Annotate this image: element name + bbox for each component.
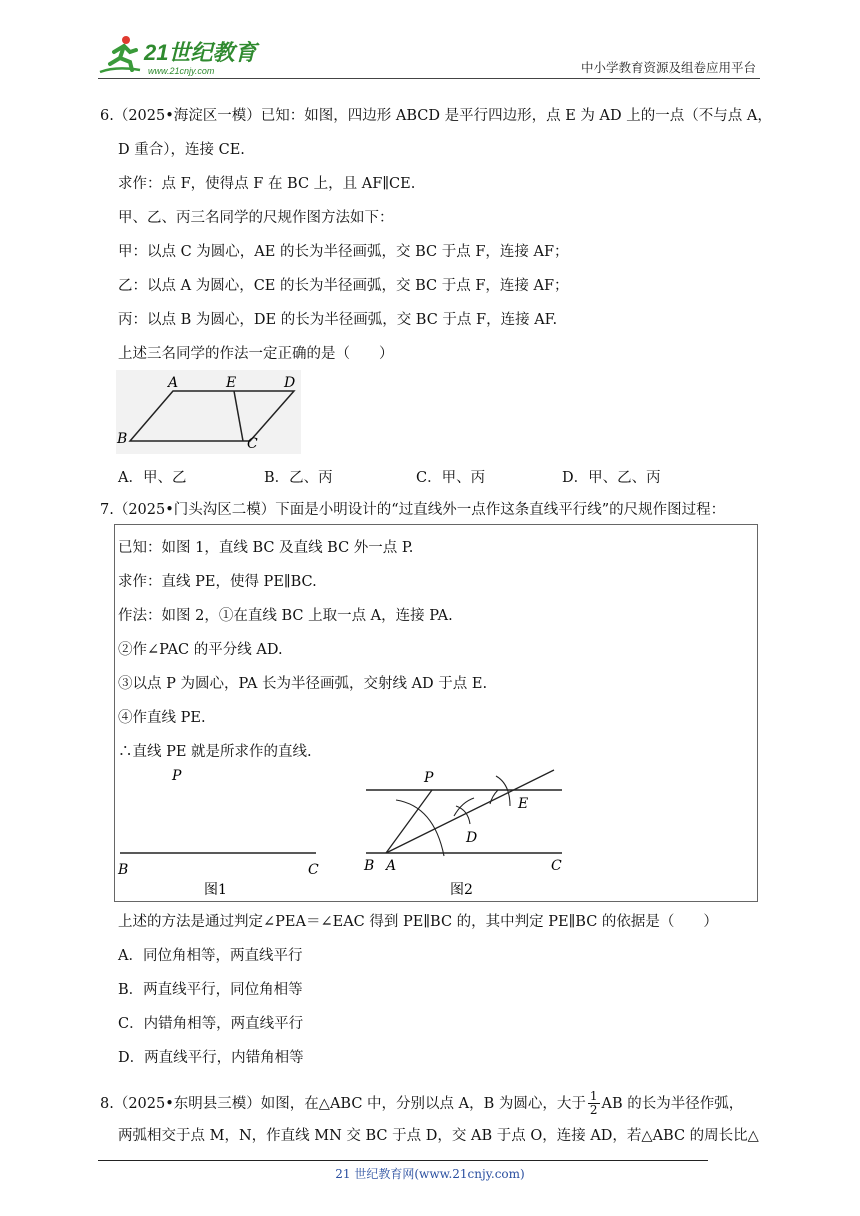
q6-line3: 求作：点 F，使得点 F 在 BC 上，且 AF∥CE. xyxy=(118,176,416,192)
q7-box-line4: ②作∠PAC 的平分线 AD. xyxy=(118,642,283,658)
label-A: A xyxy=(168,375,179,391)
fig1-label-P: P xyxy=(172,768,182,784)
q7-line1: 7.（2025•门头沟区二模）下面是小明设计的“过直线外一点作这条直线平行线”的尺规作图过程： xyxy=(100,502,726,518)
q6-option-c[interactable]: C．甲、丙 xyxy=(416,470,486,486)
q7-question: 上述的方法是通过判定∠PEA＝∠EAC 得到 PE∥BC 的，其中判定 PE∥BC 的依据是（ ） xyxy=(118,914,718,930)
fig2-label-D: D xyxy=(466,830,478,846)
fraction-denominator: 2 xyxy=(589,1103,598,1117)
fig2-label-C: C xyxy=(551,858,562,874)
fig1-label-B: B xyxy=(118,862,129,878)
q6-line2: D 重合），连接 CE. xyxy=(118,142,245,158)
q6-line5: 甲：以点 C 为圆心，AE 的长为半径画弧，交 BC 于点 F，连接 AF； xyxy=(118,244,569,260)
fig2-label-E: E xyxy=(518,796,529,812)
fraction-one-half xyxy=(588,1090,600,1117)
q8-line1 xyxy=(100,1090,743,1117)
q7-option-a[interactable]: A．同位角相等，两直线平行 xyxy=(118,948,303,964)
platform-title: 中小学教育资源及组卷应用平台 xyxy=(580,60,756,75)
q6-line8: 上述三名同学的作法一定正确的是（ ） xyxy=(118,346,394,362)
q6-option-a[interactable]: A．甲、乙 xyxy=(118,470,187,486)
q7-option-c[interactable]: C．内错角相等，两直线平行 xyxy=(118,1016,304,1032)
logo-url: www.21cnjy.com xyxy=(148,66,215,76)
q7-option-d[interactable]: D．两直线平行，内错角相等 xyxy=(118,1050,304,1066)
label-E: E xyxy=(226,375,237,391)
q7-box-line1: 已知：如图 1，直线 BC 及直线 BC 外一点 P. xyxy=(118,540,414,556)
q8-line1-part-b: AB 的长为半径作弧， xyxy=(601,1095,744,1112)
figure-2 xyxy=(356,762,576,902)
q6-line4: 甲、乙、丙三名同学的尺规作图方法如下： xyxy=(118,210,394,226)
header-rule xyxy=(98,78,760,79)
footer-link[interactable]: 21 世纪教育网(www.21cnjy.com) xyxy=(335,1167,525,1181)
q7-box-line6: ④作直线 PE. xyxy=(118,710,206,726)
q7-box-line7: ∴直线 PE 就是所求作的直线. xyxy=(118,744,312,760)
label-B: B xyxy=(117,431,128,447)
q6-option-d[interactable]: D．甲、乙、丙 xyxy=(562,470,661,486)
logo xyxy=(96,30,266,78)
logo-text: 21世纪教育 xyxy=(144,40,257,65)
fig2-label-P: P xyxy=(424,770,434,786)
parallelogram-figure xyxy=(116,370,301,458)
q8-line1-part-a: 8.（2025•东明县三模）如图，在△ABC 中，分别以点 A，B 为圆心，大于 xyxy=(100,1095,586,1112)
footer-rule xyxy=(98,1160,708,1161)
q7-box-line2: 求作：直线 PE，使得 PE∥BC. xyxy=(118,574,317,590)
q8-line2: 两弧相交于点 M，N，作直线 MN 交 BC 于点 D，交 AB 于点 O，连接 AD，若△ABC 的周长比△ xyxy=(118,1128,759,1144)
q6-line6: 乙：以点 A 为圆心，CE 的长为半径画弧，交 BC 于点 F，连接 AF； xyxy=(118,278,569,294)
fig2-caption: 图2 xyxy=(450,882,473,898)
fig2-label-A: A xyxy=(386,858,397,874)
figure-1 xyxy=(116,762,336,902)
label-C: C xyxy=(247,436,258,452)
q7-box-line3: 作法：如图 2，①在直线 BC 上取一点 A，连接 PA. xyxy=(118,608,453,624)
q7-option-b[interactable]: B．两直线平行，同位角相等 xyxy=(118,982,303,998)
q6-option-b[interactable]: B．乙、丙 xyxy=(264,470,333,486)
fig1-label-C: C xyxy=(308,862,319,878)
q7-box-line5: ③以点 P 为圆心，PA 长为半径画弧，交射线 AD 于点 E. xyxy=(118,676,488,692)
q6-line1: 6.（2025•海淀区一模）已知：如图，四边形 ABCD 是平行四边形，点 E 为 AD 上的一点（不与点 A， xyxy=(100,108,772,124)
fraction-numerator: 1 xyxy=(589,1089,598,1103)
fig2-label-B: B xyxy=(364,858,375,874)
fig1-caption: 图1 xyxy=(204,882,227,898)
label-D: D xyxy=(284,375,296,391)
q6-line7: 丙：以点 B 为圆心，DE 的长为半径画弧，交 BC 于点 F，连接 AF. xyxy=(118,312,558,328)
runner-icon xyxy=(100,36,140,72)
